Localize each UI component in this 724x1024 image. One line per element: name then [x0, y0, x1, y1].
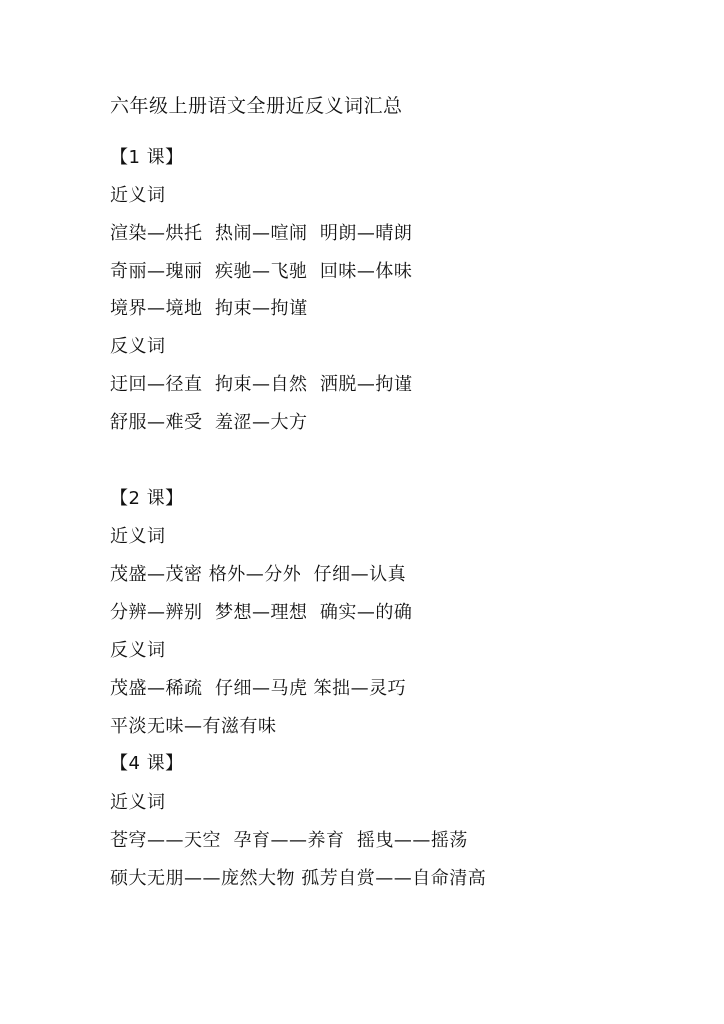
document-title: 六年级上册语文全册近反义词汇总 — [110, 95, 403, 117]
lesson-1-antonym-label: 反义词 — [110, 336, 166, 357]
lesson-1-synonym-line-1: 渲染—烘托 热闹—喧闹 明朗—晴朗 — [110, 223, 413, 244]
lesson-2-synonym-line-1: 茂盛—茂密 格外—分外 仔细—认真 — [110, 564, 407, 585]
lesson-4-heading: 【4 课】 — [110, 753, 184, 774]
lesson-2-antonym-label: 反义词 — [110, 640, 166, 661]
lesson-1-heading: 【1 课】 — [110, 147, 184, 168]
lesson-2-heading: 【2 课】 — [110, 488, 184, 509]
lesson-1-synonym-line-2: 奇丽—瑰丽 疾驰—飞驰 回味—体味 — [110, 261, 413, 282]
lesson-4-synonym-line-2: 硕大无朋——庞然大物 孤芳自赏——自命清高 — [110, 868, 487, 889]
lesson-2-synonym-label: 近义词 — [110, 526, 166, 547]
lesson-1-synonym-label: 近义词 — [110, 185, 166, 206]
lesson-1-antonym-line-1: 迂回—径直 拘束—自然 洒脱—拘谨 — [110, 374, 413, 395]
lesson-2-antonym-line-1: 茂盛—稀疏 仔细—马虎 笨拙—灵巧 — [110, 678, 407, 699]
lesson-4-synonym-label: 近义词 — [110, 792, 166, 813]
lesson-1-antonym-line-2: 舒服—难受 羞涩—大方 — [110, 412, 308, 433]
lesson-1-synonym-line-3: 境界—境地 拘束—拘谨 — [110, 298, 308, 319]
lesson-2-synonym-line-2: 分辨—辨别 梦想—理想 确实—的确 — [110, 602, 413, 623]
lesson-2-antonym-line-2: 平淡无味—有滋有味 — [110, 716, 277, 737]
lesson-4-synonym-line-1: 苍穹——天空 孕育——养育 摇曳——摇荡 — [110, 830, 468, 851]
